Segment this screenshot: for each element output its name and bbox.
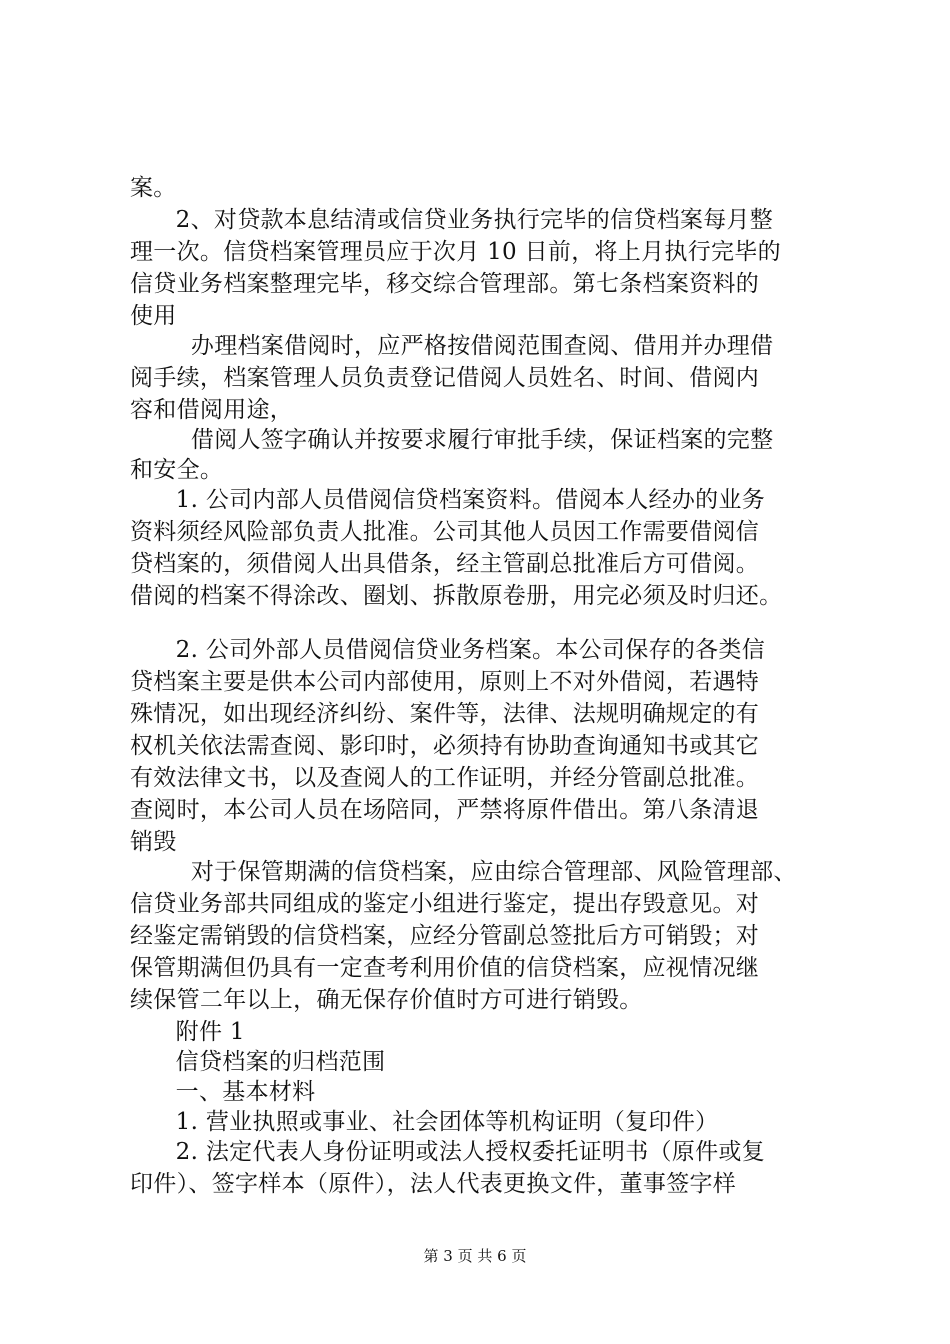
page-number-footer: 第 3 页 共 6 页 [423, 1247, 527, 1265]
text-line: 2. 法定代表人身份证明或法人授权委托证明书（原件或复 [130, 1139, 766, 1165]
text-line: 2、对贷款本息结清或信贷业务执行完毕的信贷档案每月整 [130, 207, 774, 233]
text-line: 一、基本材料 [130, 1079, 316, 1105]
text-line: 案。 [130, 175, 177, 201]
text-line: 2. 公司外部人员借阅信贷业务档案。本公司保存的各类信 [130, 637, 766, 663]
text-line: 权机关依法需查阅、影印时，必须持有协助查询通知书或其它 [130, 733, 760, 759]
text-line: 信贷档案的归档范围 [130, 1049, 386, 1075]
text-line: 殊情况，如出现经济纠纷、案件等，法律、法规明确规定的有 [130, 701, 760, 727]
text-line: 信贷业务档案整理完毕，移交综合管理部。第七条档案资料的 [130, 271, 760, 297]
text-line: 借阅人签字确认并按要求履行审批手续，保证档案的完整 [130, 427, 774, 453]
text-line: 1. 公司内部人员借阅信贷档案资料。借阅本人经办的业务 [130, 487, 766, 513]
text-line: 资料须经风险部负责人批准。公司其他人员因工作需要借阅信 [130, 519, 760, 545]
text-line: 经鉴定需销毁的信贷档案，应经分管副总签批后方可销毁；对 [130, 923, 760, 949]
text-line: 续保管二年以上，确无保存价值时方可进行销毁。 [130, 987, 643, 1013]
text-line: 理一次。信贷档案管理员应于次月 10 日前，将上月执行完毕的 [130, 239, 781, 265]
text-line: 办理档案借阅时，应严格按借阅范围查阅、借用并办理借 [130, 333, 774, 359]
text-line: 贷档案主要是供本公司内部使用，原则上不对外借阅，若遇特 [130, 669, 760, 695]
text-line: 贷档案的，须借阅人出具借条，经主管副总批准后方可借阅。 [130, 551, 760, 577]
text-line: 和安全。 [130, 457, 224, 483]
text-line: 对于保管期满的信贷档案，应由综合管理部、风险管理部、 [130, 859, 797, 885]
text-line: 销毁 [130, 829, 177, 855]
text-line: 使用 [130, 303, 177, 329]
text-line: 1. 营业执照或事业、社会团体等机构证明（复印件） [130, 1109, 719, 1135]
text-line: 印件）、签字样本（原件），法人代表更换文件，董事签字样 [130, 1171, 737, 1197]
text-line: 阅手续，档案管理人员负责登记借阅人员姓名、时间、借阅内 [130, 365, 760, 391]
text-line: 有效法律文书，以及查阅人的工作证明，并经分管副总批准。 [130, 765, 760, 791]
text-line: 保管期满但仍具有一定查考利用价值的信贷档案，应视情况继 [130, 955, 760, 981]
text-line: 查阅时，本公司人员在场陪同，严禁将原件借出。第八条清退 [130, 797, 760, 823]
text-line: 附件 1 [130, 1019, 245, 1045]
text-line: 借阅的档案不得涂改、圈划、拆散原卷册，用完必须及时归还。 [130, 583, 783, 609]
text-line: 信贷业务部共同组成的鉴定小组进行鉴定，提出存毁意见。对 [130, 891, 760, 917]
text-line: 容和借阅用途， [130, 397, 294, 423]
